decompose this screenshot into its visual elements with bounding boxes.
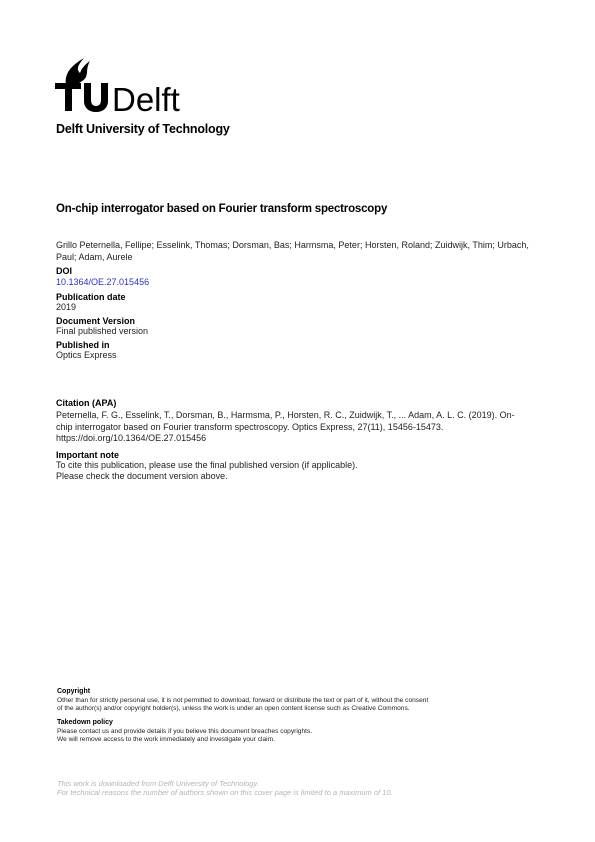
institution-name: Delft University of Technology bbox=[56, 122, 230, 136]
copyright-label: Copyright bbox=[57, 688, 91, 695]
important-note-line-2: Please check the document version above. bbox=[56, 471, 228, 481]
doi-label: DOI bbox=[56, 266, 73, 276]
important-note-line-1: To cite this publication, please use the final published version (if applicable). bbox=[56, 460, 358, 470]
logo-wordmark-delft: Delft bbox=[112, 81, 180, 113]
takedown-line-1: Please contact us and provide details if you believe this document breaches copyrights. bbox=[57, 728, 313, 735]
publication-date-value: 2019 bbox=[56, 302, 77, 312]
tu-delft-logo bbox=[54, 55, 199, 113]
doi-link[interactable]: 10.1364/OE.27.015456 bbox=[56, 277, 150, 287]
important-note-label: Important note bbox=[56, 450, 119, 460]
citation-text: Peternella, F. G., Esselink, T., Dorsman, B., Harmsma, P., Horsten, R. C., Zuidwijk, T., ... Adam, A. L. C. (2019). On-chip interrogator based on Fourier transform spectroscopy. Optics Express, 27(11), 15456-15473. https://doi.org/10.1364/OE.27.015456 bbox=[56, 410, 515, 443]
citation-label: Citation (APA) bbox=[56, 398, 117, 408]
publication-title: On-chip interrogator based on Fourier transform spectroscopy bbox=[56, 203, 388, 215]
published-in-label: Published in bbox=[56, 340, 110, 350]
flame-icon bbox=[54, 55, 199, 113]
takedown-line-2: We will remove access to the work immediately and investigate your claim. bbox=[57, 736, 275, 743]
document-version-label: Document Version bbox=[56, 316, 136, 326]
copyright-line-2: of the author(s) and/or copyright holder(s), unless the work is under an open content license such as Creative Commons. bbox=[57, 705, 410, 712]
document-version-value: Final published version bbox=[56, 326, 149, 336]
publication-date-label: Publication date bbox=[56, 292, 126, 302]
published-in-value: Optics Express bbox=[56, 350, 117, 360]
takedown-policy-label: Takedown policy bbox=[57, 719, 113, 726]
footer-line-2: For technical reasons the number of authors shown on this cover page is limited to a maximum of 10. bbox=[57, 788, 393, 797]
copyright-line-1: Other than for strictly personal use, it is not permitted to download, forward or distribute the text or part of it, without the consent bbox=[57, 697, 429, 704]
footer-line-1: This work is downloaded from Delft University of Technology. bbox=[57, 779, 259, 788]
author-list: Grillo Peternella, Fellipe; Esselink, Thomas; Dorsman, Bas; Harmsma, Peter; Horsten, Roland; Zuidwijk, Thim; Urbach, Paul; Adam, Aurele bbox=[56, 240, 529, 262]
